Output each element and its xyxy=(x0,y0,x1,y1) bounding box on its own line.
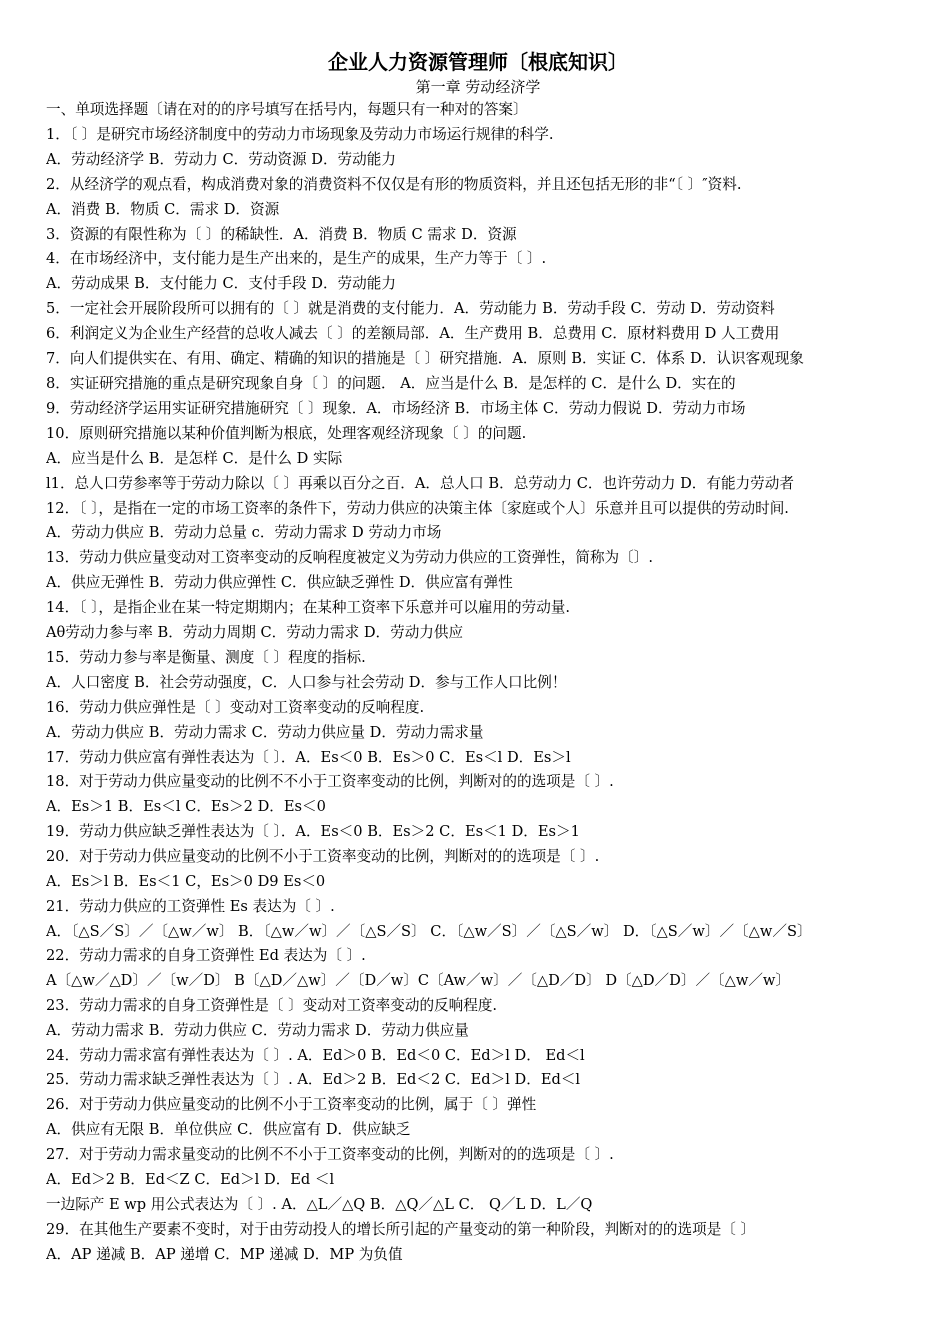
document-line: 22．劳动力需求的自身工资弹性 Ed 表达为〔 〕. xyxy=(46,946,366,964)
document-line: 15．劳动力参与率是衡量、测度〔 〕程度的指标. xyxy=(46,648,366,666)
question-list xyxy=(46,98,910,1268)
document-line: 23．劳动力需求的自身工资弹性是〔 〕变动对工资率变动的反响程度. xyxy=(46,996,498,1014)
chapter-heading: 第一章 劳动经济学 xyxy=(415,78,541,96)
document-line: 13．劳动力供应量变动对工资率变动的反响程度被定义为劳动力供应的工资弹性，简称为〔〕. xyxy=(46,549,653,567)
document-line: 12．〔 〕，是指在一定的市场工资率的条件下，劳动力供应的决策主体〔家庭或个人〕乐意并且可以提供的劳动时间. xyxy=(46,499,789,517)
document-line: 17．劳动力供应富有弹性表达为〔 〕．A．Es＜0 B．Es＞0 C．Es＜l D．Es＞l xyxy=(46,748,571,766)
document-line: 29．在其他生产要素不变时，对于由劳动投人的增长所引起的产量变动的第一种阶段，判断对的的选项是〔 〕 xyxy=(46,1220,756,1238)
document-line: 24．劳动力需求富有弹性表达为〔 〕. A．Ed＞0 B．Ed＜0 C．Ed＞l D． Ed＜l xyxy=(46,1046,585,1064)
document-line: 18．对于劳动力供应量变动的比例不不小于工资率变动的比例，判断对的的选项是〔 〕. xyxy=(46,773,614,791)
document-line: A．〔△S／S〕／〔△w／w〕 B．〔△w／w〕／〔△S／S〕 C．〔△w／S〕／〔△S／w〕 D．〔△S／w〕／〔△w／S〕 xyxy=(46,922,812,940)
document-line: A．劳动成果 B．支付能力 C．支付手段 D．劳动能力 xyxy=(46,275,396,293)
document-line: A．劳动力供应 B．劳动力需求 C．劳动力供应量 D．劳动力需求量 xyxy=(46,723,484,741)
document-line: A．应当是什么 B．是怎样 C．是什么 D 实际 xyxy=(46,449,343,467)
document-line: A．劳动力供应 B．劳动力总量 c．劳动力需求 D 劳动力市场 xyxy=(46,524,442,542)
document-line: A．Es＞l B．Es＜1 C，Es＞0 D9 Es＜0 xyxy=(46,873,326,891)
document-line: 16．劳动力供应弹性是〔 〕变动对工资率变动的反响程度. xyxy=(46,698,425,716)
document-line: l1．总人口劳参率等于劳动力除以〔 〕再乘以百分之百．A．总人口 B．总劳动力 C．也许劳动力 D．有能力劳动者 xyxy=(46,474,794,492)
document-line: A．Es＞1 B．Es＜l C．Es＞2 D．Es＜0 xyxy=(46,798,326,816)
document-line: 27．对于劳动力需求量变动的比例不不小于工资率变动的比例，判断对的的选项是〔 〕. xyxy=(46,1146,614,1164)
document-line: A．人口密度 B．社会劳动强度，C．人口参与社会劳动 D．参与工作人口比例！ xyxy=(46,673,567,691)
document-line: 5．一定社会开展阶段所可以拥有的〔 〕就是消费的支付能力．A．劳动能力 B．劳动手段 C．劳动 D．劳动资料 xyxy=(46,300,775,318)
document-line: 1．〔 〕是研究市场经济制度中的劳动力市场现象及劳动力市场运行规律的科学. xyxy=(46,125,554,143)
document-line: 3．资源的有限性称为〔 〕的稀缺性．A．消费 B．物质 C 需求 D．资源 xyxy=(46,225,517,243)
document-line: 6．利润定义为企业生产经营的总收人减去〔 〕的差额局部．A．生产费用 B．总费用 C．原材料费用 D 人工费用 xyxy=(46,325,780,343)
document-line: A．劳动经济学 B．劳动力 C．劳动资源 D．劳动能力 xyxy=(46,150,396,168)
document-line: Aθ劳动力参与率 B．劳动力周期 C．劳动力需求 D．劳动力供应 xyxy=(46,624,464,642)
document-line: A．消费 B．物质 C．需求 D．资源 xyxy=(46,200,280,218)
document-line: A．供应有无限 B．单位供应 C．供应富有 D．供应缺乏 xyxy=(46,1121,411,1139)
document-line: A．Ed＞2 B．Ed＜Z C．Ed＞l D．Ed ＜l xyxy=(46,1171,335,1189)
document-line: 7．向人们提供实在、有用、确定、精确的知识的措施是〔 〕研究措施．A．原则 B．实证 C．体系 D．认识客观现象 xyxy=(46,350,804,368)
document-line: A〔△w／△D〕／〔w／D〕 B〔△D／△w〕／〔D／w〕C〔Aw／w〕／〔△D／D〕 D〔△D／D〕／〔△w／w〕 xyxy=(46,971,791,989)
document-line: 19．劳动力供应缺乏弹性表达为〔 〕．A．Es＜0 B．Es＞2 C．Es＜1 D．Es＞1 xyxy=(46,823,580,841)
document-line: 一、单项选择题〔请在对的的序号填写在括号内，每题只有一种对的答案〕 xyxy=(46,101,528,118)
document-line: 14．〔 〕，是指企业在某一特定期期内；在某种工资率下乐意并可以雇用的劳动量. xyxy=(46,599,571,617)
document-line: 4．在市场经济中，支付能力是生产出来的，是生产的成果，生产力等于〔 〕. xyxy=(46,250,547,268)
document-line: 2．从经济学的观点看，构成消费对象的消费资料不仅仅是有形的物质资料，并且还包括无形的非“〔 〕″资料. xyxy=(46,175,742,193)
document-line: 25．劳动力需求缺乏弹性表达为〔 〕. A．Ed＞2 B．Ed＜2 C．Ed＞l D．Ed＜l xyxy=(46,1071,581,1089)
document-line: 一边际产 E wp 用公式表达为〔 〕. A．△L／△Q B．△Q／△L C． Q／L D．L／Q xyxy=(46,1195,593,1213)
document-line: 9．劳动经济学运用实证研究措施研究〔 〕现象．A．市场经济 B．市场主体 C．劳动力假说 D．劳动力市场 xyxy=(46,399,746,417)
document-line: 10．原则研究措施以某种价值判断为根底，处理客观经济现象〔 〕的问题. xyxy=(46,424,527,442)
document-title: 企业人力资源管理师〔根底知识〕 xyxy=(328,50,628,74)
document-line: A．供应无弹性 B．劳动力供应弹性 C．供应缺乏弹性 D．供应富有弹性 xyxy=(46,574,513,592)
document-line: 21．劳动力供应的工资弹性 Es 表达为〔 〕. xyxy=(46,898,335,915)
document-line: 26．对于劳动力供应量变动的比例不小于工资率变动的比例，属于〔 〕弹性 xyxy=(46,1096,537,1114)
document-line: A．劳动力需求 B．劳动力供应 C．劳动力需求 D．劳动力供应量 xyxy=(46,1021,469,1039)
document-line: 8．实证研究措施的重点是研究现象自身〔 〕的问题． A．应当是什么 B．是怎样的 C．是什么 D．实在的 xyxy=(46,374,736,392)
document-line: A．AP 递减 B．AP 递增 C．MP 递减 D．MP 为负值 xyxy=(46,1245,403,1263)
document-line: 20．对于劳动力供应量变动的比例不小于工资率变动的比例，判断对的的选项是〔 〕. xyxy=(46,848,600,866)
